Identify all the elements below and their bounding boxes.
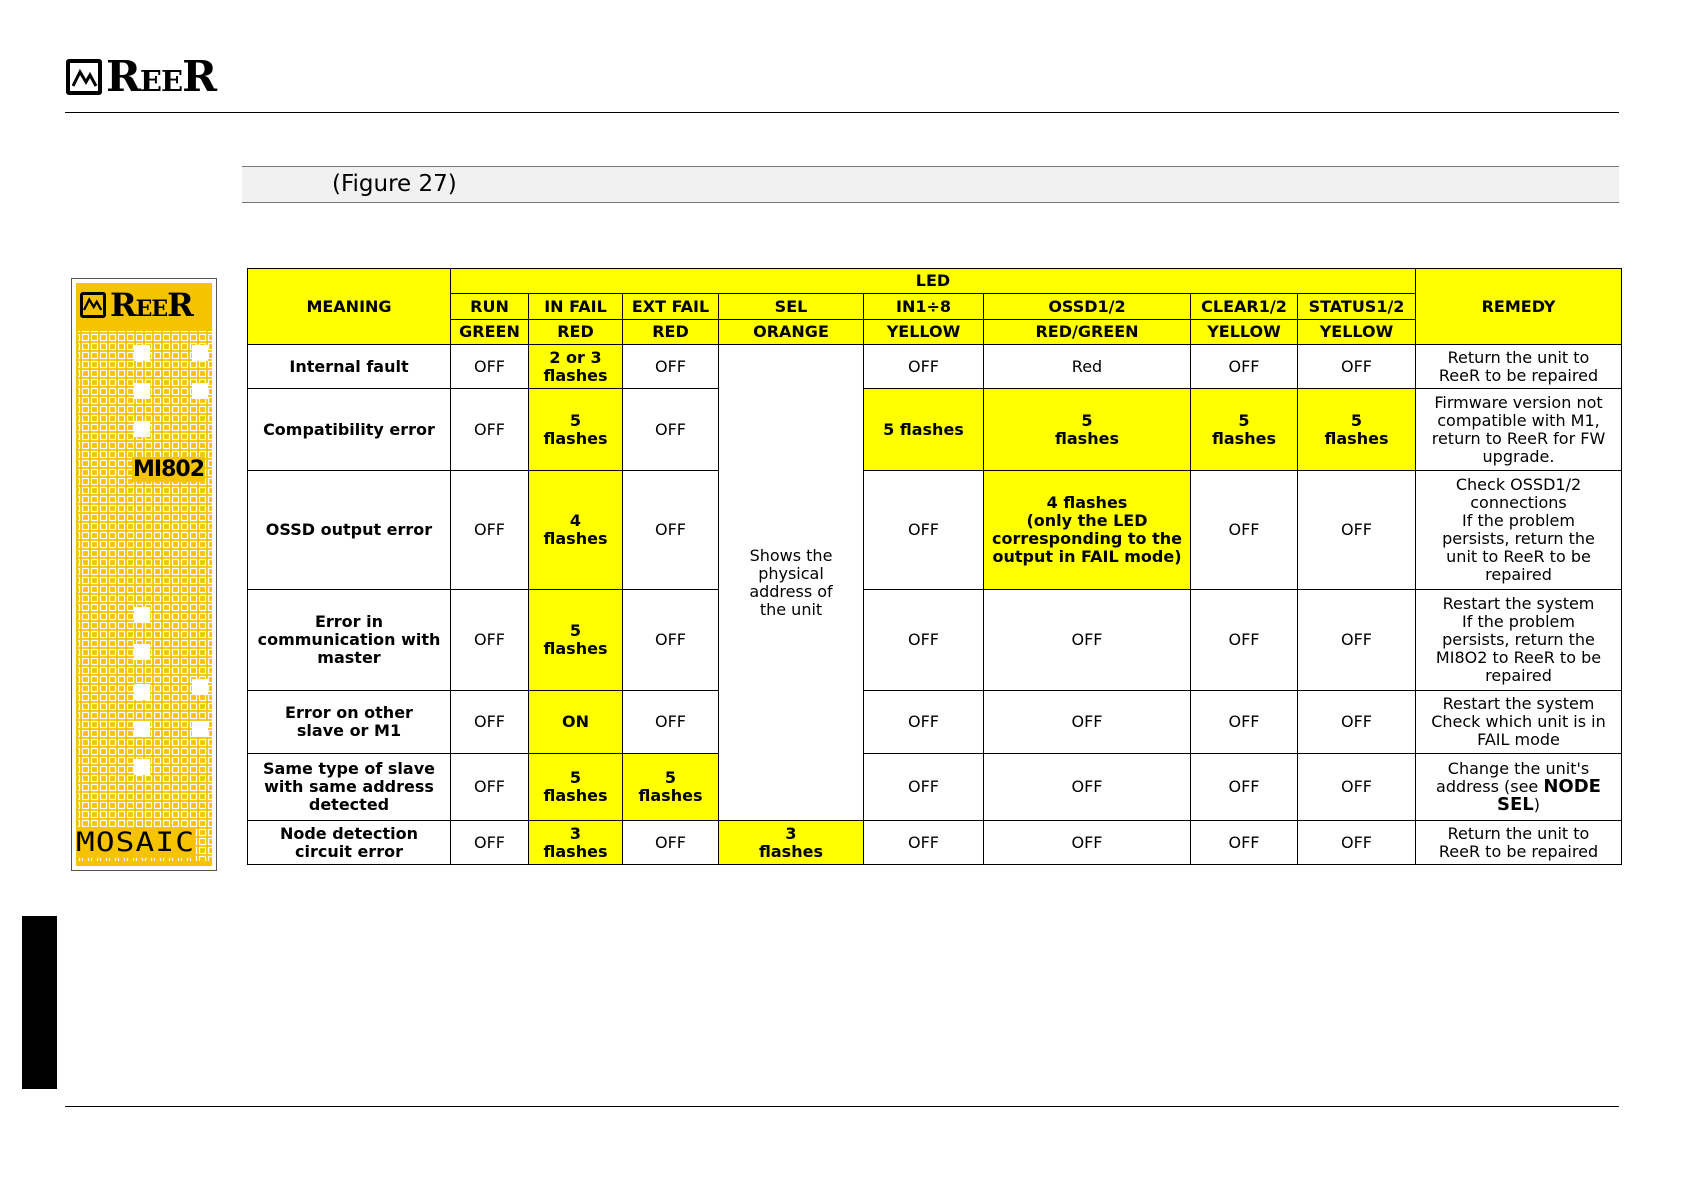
header-color-ext-fail: RED: [623, 320, 719, 345]
header-led: LED: [451, 269, 1416, 294]
remedy-prefix: Change the unit's address (see: [1436, 759, 1590, 796]
cell-clear: 5 flashes: [1191, 389, 1298, 471]
cell-ossd: OFF: [984, 691, 1191, 754]
cell-ext-fail: OFF: [623, 471, 719, 590]
row-remedy: Restart the system If the problem persists, return the MI8O2 to ReeR to be repaired: [1416, 590, 1622, 691]
cell-status: OFF: [1298, 821, 1416, 865]
header-color-status: YELLOW: [1298, 320, 1416, 345]
header-color-ossd: RED/GREEN: [984, 320, 1191, 345]
cell-ext-fail: OFF: [623, 590, 719, 691]
brand-logo: [66, 52, 217, 101]
header-col-sel: SEL: [719, 294, 864, 320]
cell-run: OFF: [451, 691, 529, 754]
header-col-clear: CLEAR1/2: [1191, 294, 1298, 320]
device-grid-pattern: [72, 279, 218, 872]
cell-status: 5 flashes: [1298, 389, 1416, 471]
cell-ossd: OFF: [984, 821, 1191, 865]
row-meaning: Error in communication with master: [248, 590, 451, 691]
row-meaning: Internal fault: [248, 345, 451, 389]
row-remedy: Restart the system Check which unit is in FAIL mode: [1416, 691, 1622, 754]
table-row: [248, 389, 1622, 471]
cell-clear: OFF: [1191, 691, 1298, 754]
cell-ext-fail: OFF: [623, 345, 719, 389]
cell-run: OFF: [451, 345, 529, 389]
device-logo-text: ReeR: [110, 286, 193, 324]
cell-ext-fail: OFF: [623, 389, 719, 471]
cell-status: OFF: [1298, 691, 1416, 754]
header-color-sel: ORANGE: [719, 320, 864, 345]
cell-ossd: Red: [984, 345, 1191, 389]
row-remedy: Return the unit to ReeR to be repaired: [1416, 821, 1622, 865]
header-col-in18: IN1÷8: [864, 294, 984, 320]
row-meaning: Compatibility error: [248, 389, 451, 471]
chapter-side-tab: [22, 916, 57, 1089]
cell-run: OFF: [451, 590, 529, 691]
cell-ossd: 4 flashes (only the LED corresponding to the output in FAIL mode): [984, 471, 1191, 590]
cell-in18: OFF: [864, 345, 984, 389]
cell-in-fail: 5 flashes: [529, 590, 623, 691]
header-color-in18: YELLOW: [864, 320, 984, 345]
header-col-in-fail: IN FAIL: [529, 294, 623, 320]
cell-ossd: OFF: [984, 590, 1191, 691]
figure-caption: (Figure 27): [332, 171, 457, 197]
cell-in18: OFF: [864, 691, 984, 754]
cell-in18: OFF: [864, 590, 984, 691]
header-col-status: STATUS1/2: [1298, 294, 1416, 320]
cell-clear: OFF: [1191, 821, 1298, 865]
cell-in-fail: 2 or 3 flashes: [529, 345, 623, 389]
cell-in-fail: 5 flashes: [529, 389, 623, 471]
reer-logo-icon: [66, 59, 102, 95]
led-diagnostic-table: [247, 268, 1622, 865]
cell-status: OFF: [1298, 754, 1416, 821]
cell-in18: OFF: [864, 754, 984, 821]
device-logo-icon: [80, 292, 106, 318]
figure-caption-bar: [242, 166, 1619, 203]
header-col-ossd: OSSD1/2: [984, 294, 1191, 320]
cell-sel-merged: [719, 345, 864, 821]
footer-rule: [65, 1106, 1619, 1107]
cell-in-fail: 5 flashes: [529, 754, 623, 821]
device-product-label: MOSAIC: [76, 827, 196, 858]
row-remedy: [1416, 754, 1622, 821]
header-color-run: GREEN: [451, 320, 529, 345]
cell-ext-fail: OFF: [623, 821, 719, 865]
cell-status: OFF: [1298, 590, 1416, 691]
cell-clear: OFF: [1191, 345, 1298, 389]
cell-run: OFF: [451, 389, 529, 471]
cell-status: OFF: [1298, 345, 1416, 389]
cell-in18: OFF: [864, 471, 984, 590]
table-row: [248, 345, 1622, 389]
row-remedy: Check OSSD1/2 connections If the problem persists, return the unit to ReeR to be repaired: [1416, 471, 1622, 590]
remedy-suffix: ): [1533, 795, 1540, 814]
cell-in18: 5 flashes: [864, 389, 984, 471]
table-row: [248, 590, 1622, 691]
header-color-in-fail: RED: [529, 320, 623, 345]
brand-logo-text: ReeR: [106, 52, 217, 101]
cell-in-fail: ON: [529, 691, 623, 754]
cell-in-fail: 4 flashes: [529, 471, 623, 590]
cell-ossd: OFF: [984, 754, 1191, 821]
cell-clear: OFF: [1191, 590, 1298, 691]
cell-ext-fail: OFF: [623, 691, 719, 754]
cell-sel: 3 flashes: [719, 821, 864, 865]
header-col-run: RUN: [451, 294, 529, 320]
row-meaning: Same type of slave with same address detected: [248, 754, 451, 821]
table-row: [248, 754, 1622, 821]
device-illustration: [71, 278, 217, 871]
cell-run: OFF: [451, 754, 529, 821]
device-logo: [80, 286, 193, 324]
row-meaning: OSSD output error: [248, 471, 451, 590]
remedy-node-sel-ref: NODE SEL: [1497, 776, 1601, 815]
row-meaning: Error on other slave or M1: [248, 691, 451, 754]
cell-in-fail: 3 flashes: [529, 821, 623, 865]
sel-merged-text: Shows the physical address of the unit: [749, 545, 833, 619]
cell-run: OFF: [451, 471, 529, 590]
device-model-label: MI802: [133, 457, 205, 482]
row-remedy: Firmware version not compatible with M1, return to ReeR for FW upgrade.: [1416, 389, 1622, 471]
cell-ossd: 5 flashes: [984, 389, 1191, 471]
header-col-ext-fail: EXT FAIL: [623, 294, 719, 320]
cell-run: OFF: [451, 821, 529, 865]
header-color-clear: YELLOW: [1191, 320, 1298, 345]
header-rule: [65, 112, 1619, 113]
cell-status: OFF: [1298, 471, 1416, 590]
cell-ext-fail: 5 flashes: [623, 754, 719, 821]
header-remedy: REMEDY: [1416, 269, 1622, 345]
header-meaning: MEANING: [248, 269, 451, 345]
table-row: [248, 471, 1622, 590]
cell-clear: OFF: [1191, 754, 1298, 821]
cell-in18: OFF: [864, 821, 984, 865]
cell-clear: OFF: [1191, 471, 1298, 590]
table-row: [248, 821, 1622, 865]
row-remedy: Return the unit to ReeR to be repaired: [1416, 345, 1622, 389]
row-meaning: Node detection circuit error: [248, 821, 451, 865]
table-row: [248, 691, 1622, 754]
